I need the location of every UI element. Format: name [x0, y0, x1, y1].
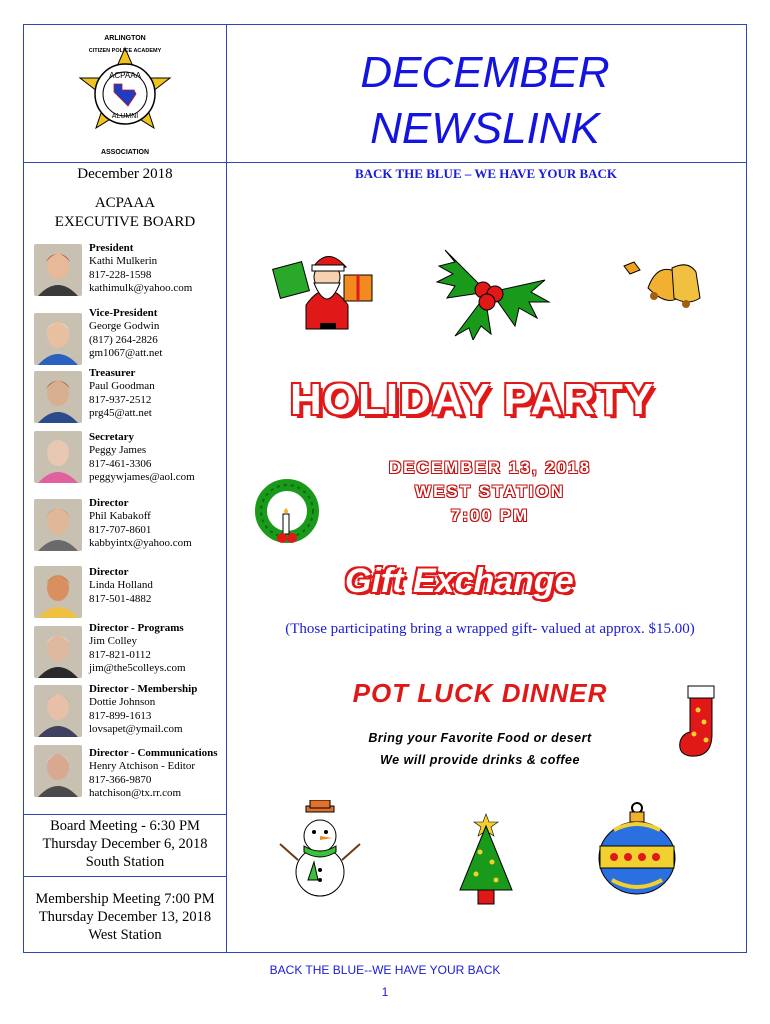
footer-motto: BACK THE BLUE--WE HAVE YOUR BACK: [269, 963, 501, 977]
member-phone: (817) 264-2826: [89, 333, 158, 346]
member-info: [89, 622, 186, 675]
member-role: Director - Programs: [89, 622, 184, 634]
member-phone: 817-461-3306: [89, 457, 152, 470]
holiday-party-title: HOLIDAY PARTY: [290, 375, 655, 424]
party-time: 7:00 PM: [450, 506, 530, 525]
member-info: [89, 367, 155, 420]
member-role: Treasurer: [89, 367, 136, 379]
member-email: kabbyintx@yahoo.com: [89, 536, 192, 549]
member-name: George Godwin: [89, 320, 160, 333]
potluck-title: POT LUCK DINNER: [352, 678, 608, 708]
holly-clipart-icon: [425, 240, 555, 340]
member-role: Vice-President: [89, 307, 158, 319]
member-phone: 817-501-4882: [89, 592, 152, 605]
board-meeting-line3: South Station: [85, 854, 165, 870]
membership-meeting-line2: Thursday December 13, 2018: [38, 909, 212, 925]
logo-arc-text: CITIZEN POLICE ACADEMY: [88, 48, 162, 54]
issue-date: December 2018: [77, 166, 173, 182]
board-title-line1: ACPAAA: [94, 195, 156, 211]
member-photo: [34, 499, 82, 551]
member-name: Henry Atchison - Editor: [89, 760, 196, 773]
member-info: [89, 683, 197, 736]
member-info: [89, 566, 153, 606]
board-title: [23, 194, 227, 232]
gift-exchange-title: Gift Exchange: [345, 562, 574, 600]
stocking-clipart-icon: [676, 684, 722, 762]
logo-bottom-text: ASSOCIATION: [100, 149, 150, 156]
member-name: Jim Colley: [89, 635, 137, 648]
snowman-clipart-icon: [278, 800, 362, 900]
membership-meeting-line1: Membership Meeting 7:00 PM: [35, 891, 215, 907]
member-photo: [34, 566, 82, 618]
member-photo: [34, 313, 82, 365]
gift-exchange-note: (Those participating bring a wrapped gift- valued at approx. $15.00): [285, 621, 695, 637]
member-info: [89, 497, 192, 550]
header-divider: [23, 162, 747, 163]
member-email: prg45@att.net: [89, 406, 152, 419]
party-location: WEST STATION: [415, 482, 565, 501]
member-photo: [34, 685, 82, 737]
page-number: 1: [381, 985, 389, 999]
membership-meeting-line3: West Station: [88, 927, 162, 943]
bells-clipart-icon: [620, 258, 705, 320]
member-info: [89, 242, 192, 295]
party-date: DECEMBER 13, 2018: [388, 458, 592, 477]
board-meeting-line1: Board Meeting - 6:30 PM: [50, 818, 200, 834]
wreath-clipart-icon: [252, 478, 322, 548]
potluck-details: [300, 727, 660, 771]
member-info: [89, 307, 162, 360]
member-phone: 817-937-2512: [89, 393, 152, 406]
member-role: Director: [89, 497, 129, 509]
board-meeting-line2: Thursday December 6, 2018: [42, 836, 208, 852]
member-email: hatchison@tx.rr.com: [89, 786, 182, 799]
member-phone: 817-228-1598: [89, 268, 152, 281]
ornament-clipart-icon: [594, 800, 680, 898]
member-role: President: [89, 242, 134, 254]
member-name: Phil Kabakoff: [89, 510, 151, 523]
membership-meeting-info: [23, 890, 227, 944]
christmas-tree-clipart-icon: [456, 812, 516, 906]
member-email: jim@the5colleys.com: [89, 661, 186, 674]
member-photo: [34, 431, 82, 483]
header-motto: BACK THE BLUE – WE HAVE YOUR BACK: [354, 166, 618, 181]
member-name: Linda Holland: [89, 579, 153, 592]
member-name: Peggy James: [89, 444, 147, 457]
potluck-line2: We will provide drinks & coffee: [380, 753, 580, 767]
board-title-line2: EXECUTIVE BOARD: [54, 214, 196, 230]
member-phone: 817-366-9870: [89, 773, 152, 786]
member-email: kathimulk@yahoo.com: [89, 281, 193, 294]
newsletter-title-line1: DECEMBER: [360, 48, 610, 97]
santa-clipart-icon: [272, 245, 380, 333]
board-meeting-info: [23, 817, 227, 871]
member-email: peggywjames@aol.com: [89, 470, 195, 483]
acpaaa-logo: [70, 30, 180, 158]
member-name: Paul Goodman: [89, 380, 155, 393]
member-phone: 817-899-1613: [89, 709, 152, 722]
member-role: Secretary: [89, 431, 134, 443]
potluck-line1: Bring your Favorite Food or desert: [368, 731, 592, 745]
sidebar-divider-1: [23, 814, 227, 815]
member-name: Dottie Johnson: [89, 696, 156, 709]
member-photo: [34, 626, 82, 678]
member-role: Director - Communications: [89, 747, 218, 759]
member-photo: [34, 745, 82, 797]
member-info: [89, 431, 195, 484]
logo-alumni-text: ALUMNI: [111, 113, 139, 120]
member-email: gm1067@att.net: [89, 346, 163, 359]
newsletter-title-line2: NEWSLINK: [370, 104, 600, 153]
logo-top-text: ARLINGTON: [104, 35, 146, 42]
member-info: [89, 747, 218, 800]
member-role: Director - Membership: [89, 683, 198, 695]
member-name: Kathi Mulkerin: [89, 255, 158, 268]
member-email: lovsapet@ymail.com: [89, 722, 183, 735]
sidebar-divider-2: [23, 876, 227, 877]
member-role: Director: [89, 566, 129, 578]
member-photo: [34, 244, 82, 296]
member-phone: 817-707-8601: [89, 523, 152, 536]
member-photo: [34, 371, 82, 423]
member-phone: 817-821-0112: [89, 648, 151, 661]
logo-badge-text: ACPAAA: [109, 71, 141, 80]
